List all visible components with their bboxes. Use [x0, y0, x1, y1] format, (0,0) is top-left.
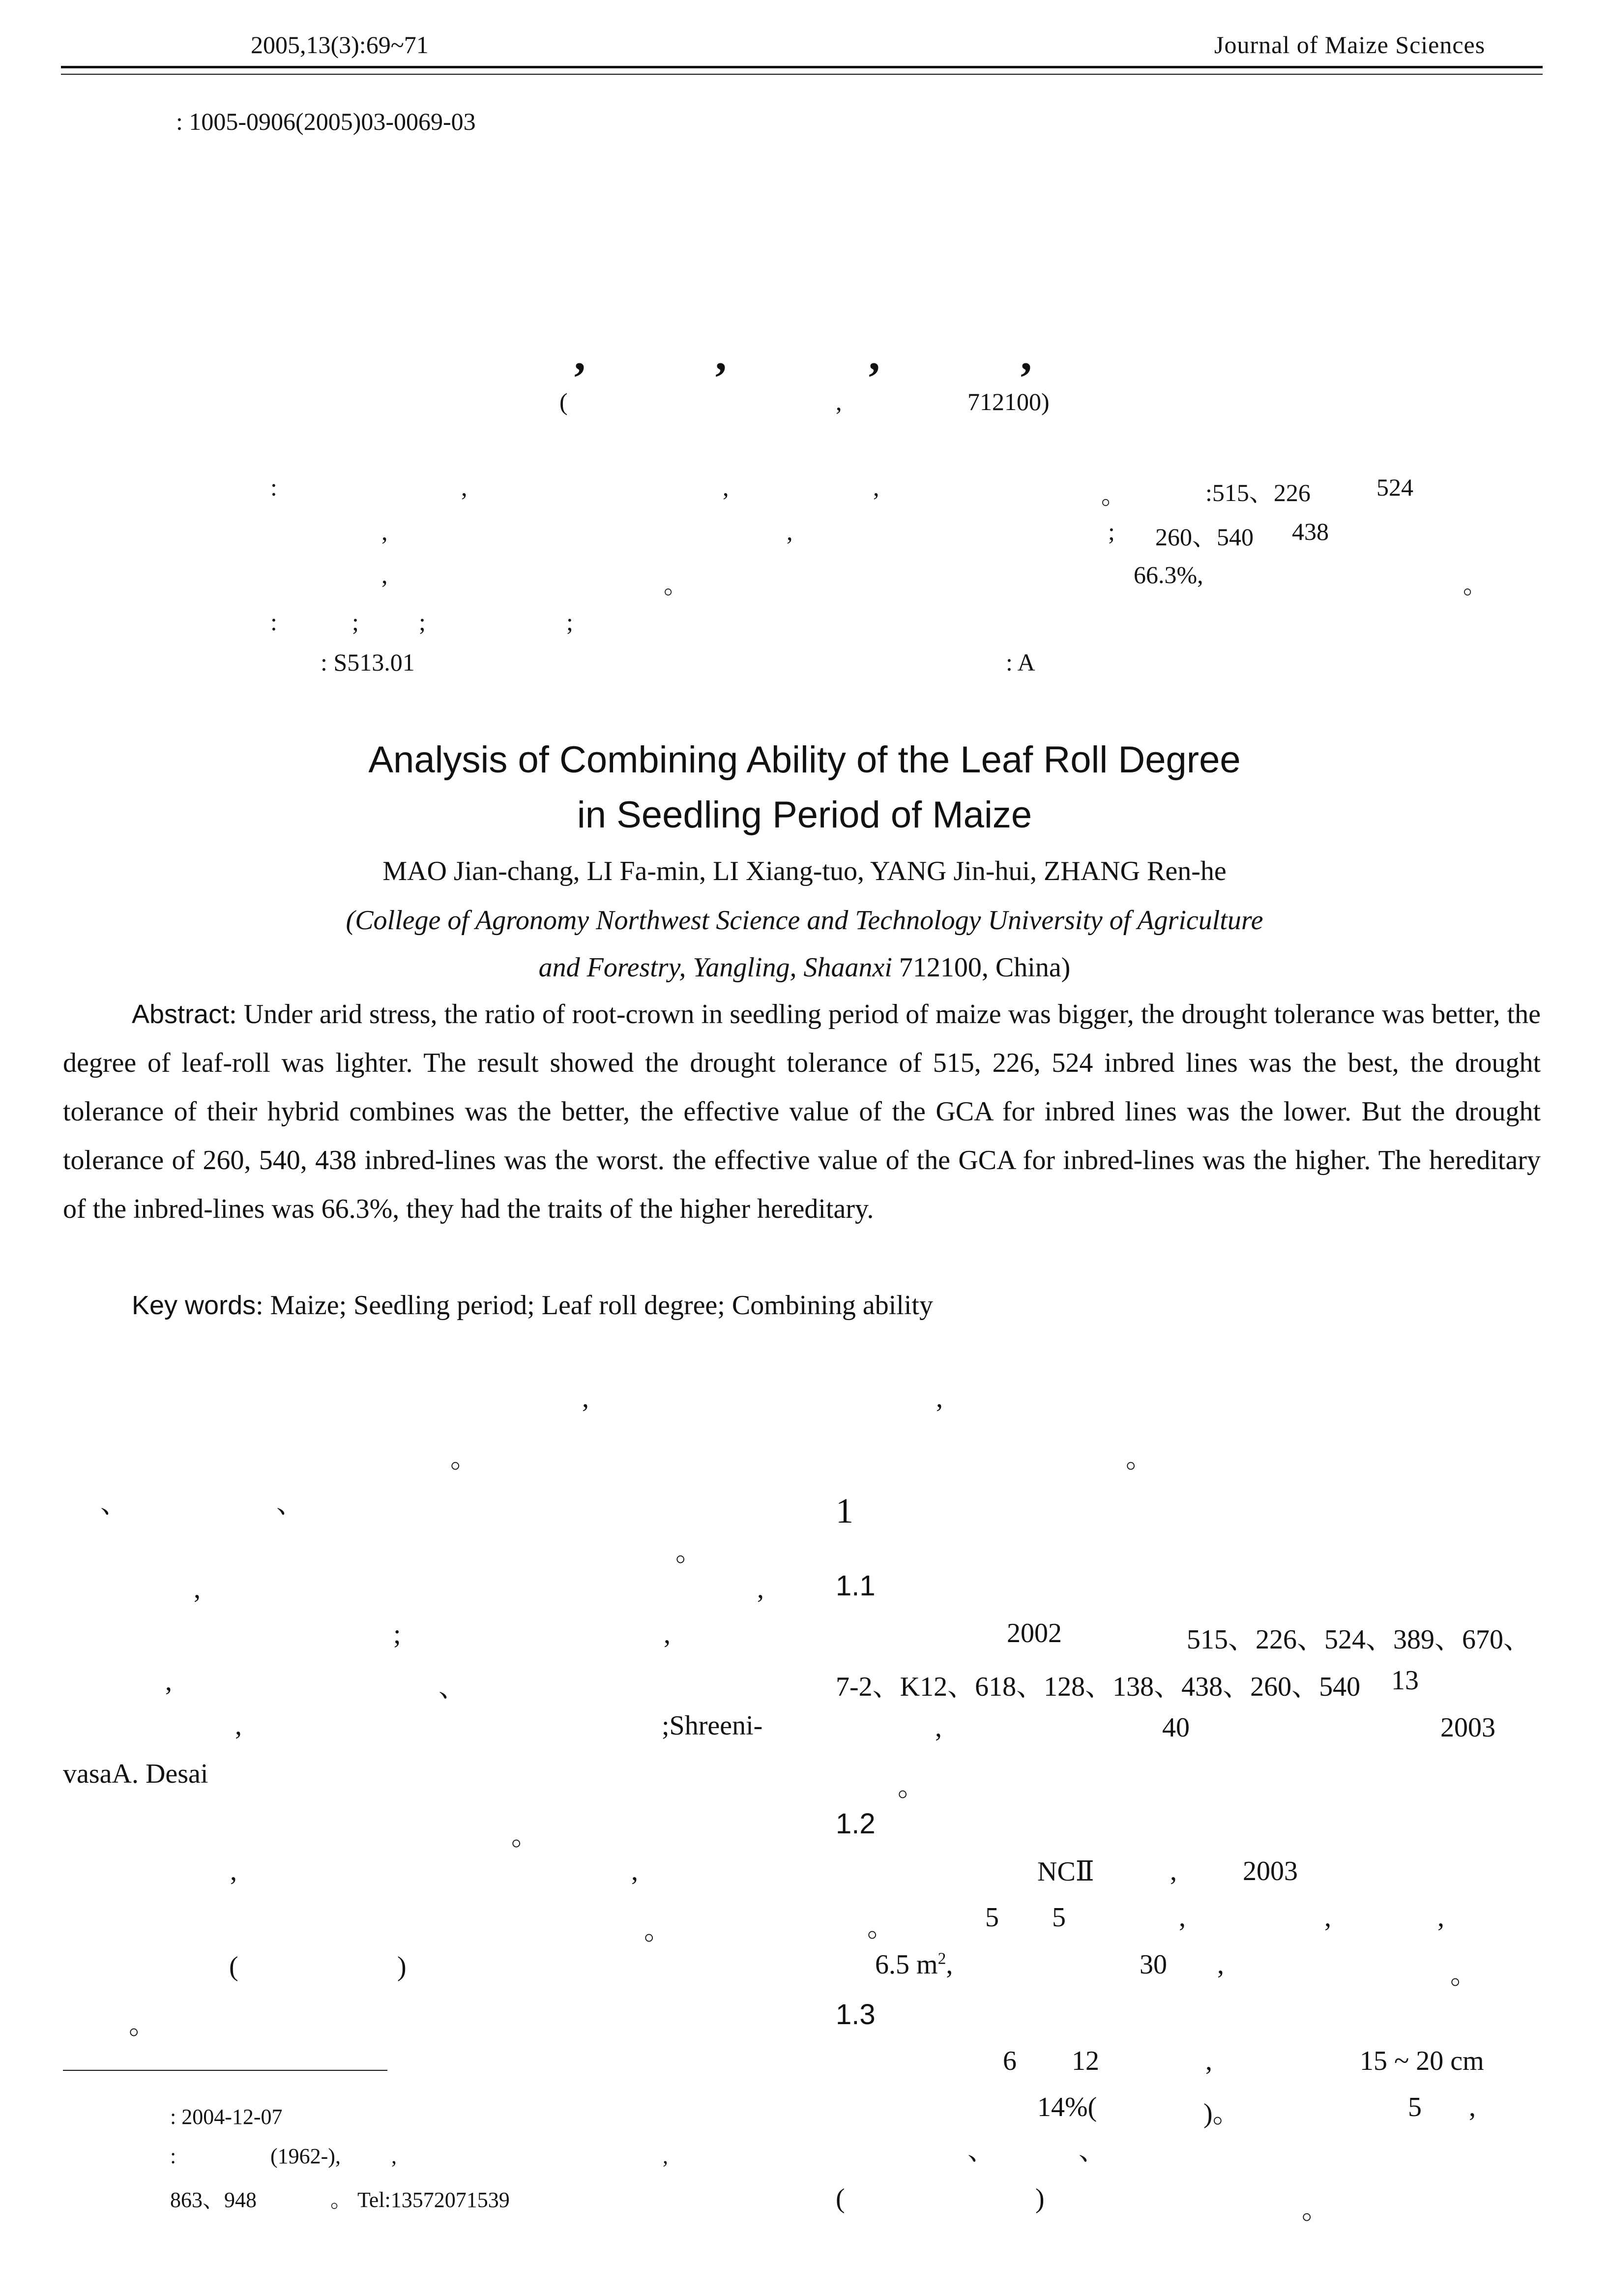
punct: , [787, 518, 793, 545]
punct: 、 [967, 2136, 995, 2166]
punct: , [1217, 1949, 1224, 1980]
punct: , [757, 1574, 764, 1604]
punct: 、 [100, 1489, 128, 1519]
plot-area-unit-exp: 2 [937, 1949, 946, 1968]
method-moisture: 14%( [1037, 2092, 1097, 2122]
footnote-rule [63, 2070, 387, 2071]
section-1-3-heading: 1.3 [836, 1999, 876, 2031]
material-number: 40 [1162, 1712, 1190, 1743]
affiliation-en-line-2 [0, 952, 1609, 983]
affiliation-en-place: and Forestry, Yangling, Shaanxi [538, 952, 892, 983]
punct: , [935, 1712, 942, 1743]
reference-desai: vasaA. Desai [63, 1759, 208, 1789]
plot-area-value: 6.5 m [875, 1949, 938, 1980]
abstract-text: : Under arid stress, the ratio of root-crown in seedling period of maize was bigger, the drought tolerance was better, the degree of leaf-roll was lighter. The result showed the drought tolerance of 515, 226, 524 inbred lines was the best, the drought tolerance of their hybrid combines was the better, the effective value of the GCA for inbred lines was the lower. But the drought tolerance of 260, 540, 438 inbred-lines was the worst. the effective value of the GCA for inbred-lines was the higher. The hereditary of the inbred-lines was 66.3%, they had the traits of the higher hereditary. [63, 999, 1541, 1224]
punct: , [235, 1710, 242, 1741]
article-number: : 1005-0906(2005)03-0069-03 [176, 108, 476, 135]
author-separator: , [574, 329, 585, 380]
journal-name: Journal of Maize Sciences [1214, 31, 1486, 59]
punct: , [1170, 1856, 1177, 1886]
keywords-label: Key words [132, 1291, 256, 1320]
punct: 。 [1101, 482, 1126, 509]
punct: , [1469, 2092, 1476, 2122]
punct: , [381, 518, 388, 545]
keywords-en [132, 1290, 933, 1321]
punct: 。 [664, 571, 688, 599]
punct: ) [397, 1951, 407, 1982]
punct: ) [1035, 2183, 1045, 2214]
reference-shreenivasa: ;Shreeni- [662, 1710, 763, 1741]
punct: ; [393, 1619, 401, 1649]
fund-projects: 863、948 [170, 2188, 257, 2212]
punct: 。 [1126, 1443, 1153, 1474]
punct: , [381, 561, 388, 589]
design-year: 2003 [1243, 1856, 1298, 1886]
punct: ; [352, 608, 359, 636]
punct: , [461, 473, 468, 501]
author-separator: , [869, 329, 880, 380]
abstract-en [63, 990, 1541, 1234]
abstract-cn-heritability: 66.3%, [1134, 561, 1203, 589]
title-line-1: Analysis of Combining Ability of the Leaf Roll Degree [368, 739, 1241, 781]
punct: , [230, 1856, 237, 1886]
punct: , [873, 473, 879, 501]
material-year-2: 2003 [1440, 1712, 1495, 1743]
clc-number: : S513.01 [321, 648, 415, 676]
punct: )。 [1203, 2098, 1240, 2129]
punct: 。 [867, 1913, 895, 1943]
header-rule-thick [61, 66, 1543, 68]
abstract-cn-label-colon: : [270, 473, 277, 501]
keywords-text: : Maize; Seedling period; Leaf roll degree; Combining ability [256, 1290, 933, 1321]
punct: 。 [1450, 1960, 1478, 1990]
punct: 、 [1079, 2136, 1106, 2166]
method-n1: 6 [1003, 2046, 1017, 2076]
design-n1: 5 [985, 1902, 999, 1933]
affiliation-cn-postcode: 712100) [967, 388, 1050, 415]
section-1-1-heading: 1.1 [836, 1570, 876, 1602]
document-code: : A [1006, 648, 1035, 676]
section-1-heading: 1 [836, 1491, 853, 1531]
design-name: NCⅡ [1037, 1856, 1094, 1887]
material-year: 2002 [1007, 1618, 1062, 1648]
punct: ( [836, 2183, 845, 2214]
method-n2: 12 [1072, 2046, 1099, 2076]
punct: , [631, 1856, 638, 1886]
author-separator: , [715, 329, 727, 380]
title-line-2: in Seedling Period of Maize [577, 794, 1032, 836]
abstract-cn-lines: :515、226 [1205, 479, 1311, 506]
punct: , [1324, 1902, 1331, 1933]
punct: , [1437, 1902, 1444, 1933]
punct: , [663, 2144, 668, 2168]
punct: ; [566, 608, 573, 636]
punct: 。 [511, 1821, 539, 1852]
material-lines-1: 515、226、524、389、670、 [1187, 1624, 1531, 1655]
punct: , [1205, 2046, 1212, 2076]
author-birth: (1962-), [270, 2144, 341, 2168]
punct: 、 [276, 1489, 304, 1519]
abstract-cn-num: 438 [1292, 518, 1329, 545]
affiliation-en-line-1: (College of Agronomy Northwest Science and Technology University of Agriculture [346, 905, 1263, 936]
punct: 。 [675, 1537, 703, 1567]
authors-en: MAO Jian-chang, LI Fa-min, LI Xiang-tuo, YANG Jin-hui, ZHANG Ren-he [382, 856, 1227, 886]
method-n3: 5 [1408, 2092, 1422, 2122]
section-1-2-heading: 1.2 [836, 1808, 876, 1840]
punct: 。 [1302, 2195, 1329, 2225]
punct: , [936, 1383, 943, 1413]
keywords-cn-colon: : [270, 608, 277, 636]
header-rule-thin [61, 74, 1543, 75]
received-date: : 2004-12-07 [170, 2105, 283, 2129]
abstract-label: Abstract [132, 1000, 230, 1029]
abstract-cn-lines: 260、540 [1155, 523, 1254, 551]
author-bio-colon: : [170, 2144, 176, 2168]
punct: ( [229, 1951, 238, 1982]
punct: ; [1108, 518, 1115, 545]
material-lines-2: 7-2、K12、618、128、138、438、260、540 [836, 1672, 1361, 1702]
abstract-cn-num: 524 [1376, 473, 1413, 501]
punct: 。 [898, 1772, 925, 1802]
plot-number: 30 [1140, 1949, 1167, 1980]
affiliation-cn-comma: , [836, 388, 842, 415]
punct: , [194, 1574, 201, 1604]
punct: , [664, 1619, 671, 1649]
method-depth: 15 ~ 20 cm [1360, 2046, 1484, 2076]
punct: , [391, 2144, 397, 2168]
punct: 。 [450, 1443, 478, 1474]
affiliation-cn-paren: ( [559, 388, 568, 415]
affiliation-en-postcode: 712100, China) [892, 952, 1071, 983]
running-citation: 2005,13(3):69~71 [251, 31, 429, 59]
punct: , [723, 473, 729, 501]
punct: 。 [129, 2010, 156, 2040]
material-count: 13 [1391, 1665, 1419, 1696]
punct: , [1179, 1902, 1186, 1933]
punct: , [946, 1949, 953, 1980]
plot-area [875, 1949, 953, 1980]
punct: 、 [439, 1673, 466, 1703]
telephone: 。 Tel:13572071539 [330, 2188, 510, 2212]
punct: , [165, 1666, 172, 1697]
design-n2: 5 [1052, 1902, 1066, 1933]
punct: ; [419, 608, 426, 636]
author-separator: , [1021, 329, 1032, 380]
punct: 。 [644, 1915, 672, 1946]
punct: 。 [1463, 571, 1488, 599]
punct: , [582, 1383, 589, 1413]
